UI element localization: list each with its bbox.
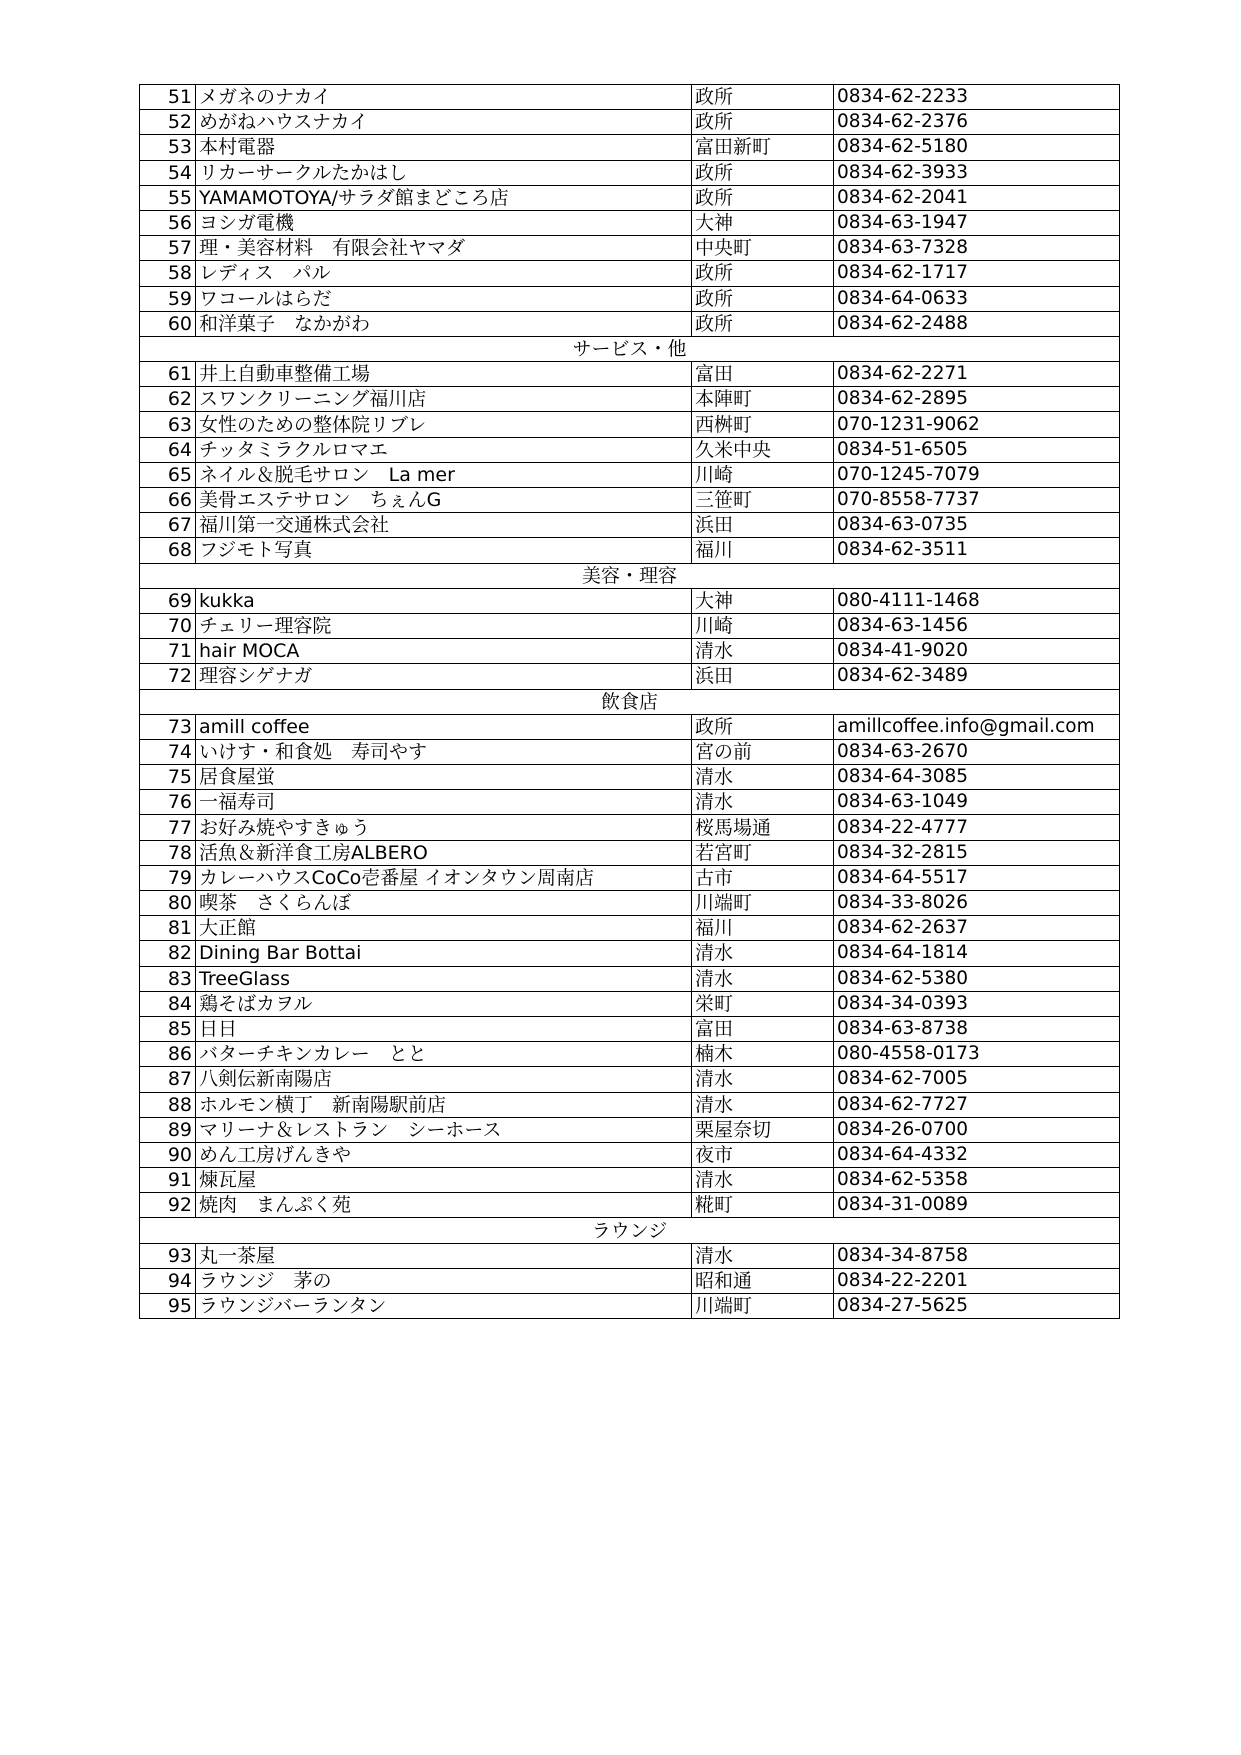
store-name: フジモト写真 <box>196 538 692 563</box>
store-area: 清水 <box>692 1067 834 1092</box>
store-name: チェリー理容院 <box>196 613 692 638</box>
row-number: 81 <box>140 916 196 941</box>
row-number: 73 <box>140 714 196 739</box>
store-contact: 0834-62-2041 <box>834 185 1120 210</box>
store-area: 福川 <box>692 538 834 563</box>
section-title: ラウンジ <box>140 1218 1120 1243</box>
store-name: チッタミラクルロマエ <box>196 437 692 462</box>
store-contact: 0834-62-1717 <box>834 261 1120 286</box>
store-contact: 0834-64-1814 <box>834 941 1120 966</box>
row-number: 91 <box>140 1168 196 1193</box>
store-contact: 0834-63-8738 <box>834 1016 1120 1041</box>
store-area: 富田 <box>692 1016 834 1041</box>
store-name: ラウンジバーランタン <box>196 1294 692 1319</box>
store-contact: 0834-62-5380 <box>834 966 1120 991</box>
store-contact: 0834-62-7727 <box>834 1092 1120 1117</box>
row-number: 95 <box>140 1294 196 1319</box>
section-header-row <box>140 336 1120 361</box>
store-contact: 0834-64-5517 <box>834 865 1120 890</box>
store-area: 清水 <box>692 1092 834 1117</box>
store-contact: 0834-62-3933 <box>834 160 1120 185</box>
store-area: 久米中央 <box>692 437 834 462</box>
row-number: 83 <box>140 966 196 991</box>
table-row <box>140 765 1120 790</box>
store-name: 美骨エステサロン ちぇんG <box>196 488 692 513</box>
table-row <box>140 714 1120 739</box>
store-contact: 0834-62-2376 <box>834 110 1120 135</box>
store-area: 政所 <box>692 85 834 110</box>
store-name: めん工房げんきや <box>196 1142 692 1167</box>
store-area: 栗屋奈切 <box>692 1117 834 1142</box>
row-number: 72 <box>140 664 196 689</box>
row-number: 69 <box>140 588 196 613</box>
store-name: 活魚＆新洋食工房ALBERO <box>196 840 692 865</box>
store-area: 川端町 <box>692 891 834 916</box>
row-number: 71 <box>140 639 196 664</box>
store-name: TreeGlass <box>196 966 692 991</box>
store-contact: 0834-62-2271 <box>834 362 1120 387</box>
store-area: 古市 <box>692 865 834 890</box>
store-area: 政所 <box>692 160 834 185</box>
store-contact: 0834-63-1049 <box>834 790 1120 815</box>
store-name: ヨシガ電機 <box>196 210 692 235</box>
store-contact: 070-8558-7737 <box>834 488 1120 513</box>
row-number: 84 <box>140 991 196 1016</box>
table-row <box>140 613 1120 638</box>
store-area: 楠木 <box>692 1042 834 1067</box>
table-row <box>140 210 1120 235</box>
section-header-row <box>140 563 1120 588</box>
store-area: 政所 <box>692 311 834 336</box>
store-name: お好み焼やすきゅう <box>196 815 692 840</box>
row-number: 60 <box>140 311 196 336</box>
row-number: 88 <box>140 1092 196 1117</box>
store-list-body <box>140 85 1120 1319</box>
row-number: 86 <box>140 1042 196 1067</box>
store-name: ネイル＆脱毛サロン La mer <box>196 462 692 487</box>
row-number: 87 <box>140 1067 196 1092</box>
store-area: 夜市 <box>692 1142 834 1167</box>
store-contact: 0834-27-5625 <box>834 1294 1120 1319</box>
table-row <box>140 840 1120 865</box>
table-row <box>140 488 1120 513</box>
row-number: 56 <box>140 210 196 235</box>
store-area: 西桝町 <box>692 412 834 437</box>
table-row <box>140 966 1120 991</box>
store-area: 清水 <box>692 941 834 966</box>
store-name: YAMAMOTOYA/サラダ館まどころ店 <box>196 185 692 210</box>
table-row <box>140 462 1120 487</box>
section-header-row <box>140 1218 1120 1243</box>
store-contact: 0834-63-7328 <box>834 236 1120 261</box>
row-number: 62 <box>140 387 196 412</box>
store-name: 喫茶 さくらんぼ <box>196 891 692 916</box>
row-number: 89 <box>140 1117 196 1142</box>
store-area: 大神 <box>692 588 834 613</box>
store-name: 理容シゲナガ <box>196 664 692 689</box>
store-area: 清水 <box>692 1168 834 1193</box>
store-area: 宮の前 <box>692 739 834 764</box>
store-name: 一福寿司 <box>196 790 692 815</box>
store-name: マリーナ＆レストラン シーホース <box>196 1117 692 1142</box>
table-row <box>140 664 1120 689</box>
table-row <box>140 538 1120 563</box>
store-contact: 0834-62-2637 <box>834 916 1120 941</box>
row-number: 63 <box>140 412 196 437</box>
table-row <box>140 1092 1120 1117</box>
store-contact: 080-4558-0173 <box>834 1042 1120 1067</box>
table-row <box>140 1294 1120 1319</box>
store-contact: 0834-62-2895 <box>834 387 1120 412</box>
row-number: 90 <box>140 1142 196 1167</box>
table-row <box>140 991 1120 1016</box>
store-contact: 0834-34-8758 <box>834 1243 1120 1268</box>
table-row <box>140 1193 1120 1218</box>
table-row <box>140 588 1120 613</box>
store-contact: 0834-63-2670 <box>834 739 1120 764</box>
store-area: 清水 <box>692 790 834 815</box>
store-name: 福川第一交通株式会社 <box>196 513 692 538</box>
store-name: 日日 <box>196 1016 692 1041</box>
store-contact: 0834-51-6505 <box>834 437 1120 462</box>
store-name: hair MOCA <box>196 639 692 664</box>
store-contact: 0834-63-1456 <box>834 613 1120 638</box>
row-number: 54 <box>140 160 196 185</box>
store-contact: 0834-31-0089 <box>834 1193 1120 1218</box>
store-name: カレーハウスCoCo壱番屋 イオンタウン周南店 <box>196 865 692 890</box>
store-list-table <box>139 84 1120 1319</box>
row-number: 58 <box>140 261 196 286</box>
row-number: 76 <box>140 790 196 815</box>
store-name: いけす・和食処 寿司やす <box>196 739 692 764</box>
store-area: 福川 <box>692 916 834 941</box>
row-number: 68 <box>140 538 196 563</box>
store-area: 政所 <box>692 286 834 311</box>
table-row <box>140 387 1120 412</box>
store-contact: 070-1245-7079 <box>834 462 1120 487</box>
store-name: ワコールはらだ <box>196 286 692 311</box>
store-name: めがねハウスナカイ <box>196 110 692 135</box>
table-row <box>140 790 1120 815</box>
store-contact: 0834-62-7005 <box>834 1067 1120 1092</box>
table-row <box>140 1067 1120 1092</box>
row-number: 77 <box>140 815 196 840</box>
store-contact: 0834-22-4777 <box>834 815 1120 840</box>
store-area: 栄町 <box>692 991 834 1016</box>
store-name: ラウンジ 茅の <box>196 1268 692 1293</box>
store-contact: 0834-64-4332 <box>834 1142 1120 1167</box>
store-name: 理・美容材料 有限会社ヤマダ <box>196 236 692 261</box>
table-row <box>140 513 1120 538</box>
store-area: 桜馬場通 <box>692 815 834 840</box>
table-row <box>140 286 1120 311</box>
store-contact: 0834-64-0633 <box>834 286 1120 311</box>
store-area: 富田新町 <box>692 135 834 160</box>
store-name: 井上自動車整備工場 <box>196 362 692 387</box>
section-title: サービス・他 <box>140 336 1120 361</box>
table-row <box>140 1117 1120 1142</box>
table-row <box>140 85 1120 110</box>
store-area: 川端町 <box>692 1294 834 1319</box>
row-number: 51 <box>140 85 196 110</box>
table-row <box>140 1168 1120 1193</box>
table-row <box>140 1042 1120 1067</box>
store-name: 居食屋蛍 <box>196 765 692 790</box>
store-area: 糀町 <box>692 1193 834 1218</box>
store-area: 清水 <box>692 765 834 790</box>
table-row <box>140 135 1120 160</box>
store-contact: 0834-62-5358 <box>834 1168 1120 1193</box>
row-number: 93 <box>140 1243 196 1268</box>
store-name: 本村電器 <box>196 135 692 160</box>
store-contact: 0834-63-0735 <box>834 513 1120 538</box>
table-row <box>140 941 1120 966</box>
table-row <box>140 1016 1120 1041</box>
store-contact: 070-1231-9062 <box>834 412 1120 437</box>
store-name: Dining Bar Bottai <box>196 941 692 966</box>
row-number: 57 <box>140 236 196 261</box>
store-area: 大神 <box>692 210 834 235</box>
store-contact: 0834-34-0393 <box>834 991 1120 1016</box>
store-contact: 0834-62-3511 <box>834 538 1120 563</box>
row-number: 66 <box>140 488 196 513</box>
row-number: 70 <box>140 613 196 638</box>
table-row <box>140 437 1120 462</box>
store-name: 八剣伝新南陽店 <box>196 1067 692 1092</box>
row-number: 85 <box>140 1016 196 1041</box>
table-row <box>140 1243 1120 1268</box>
row-number: 78 <box>140 840 196 865</box>
store-area: 浜田 <box>692 513 834 538</box>
store-contact: 0834-63-1947 <box>834 210 1120 235</box>
store-contact: amillcoffee.info@gmail.com <box>834 714 1120 739</box>
row-number: 75 <box>140 765 196 790</box>
row-number: 82 <box>140 941 196 966</box>
section-title: 美容・理容 <box>140 563 1120 588</box>
table-row <box>140 639 1120 664</box>
table-row <box>140 412 1120 437</box>
row-number: 55 <box>140 185 196 210</box>
row-number: 53 <box>140 135 196 160</box>
table-row <box>140 891 1120 916</box>
table-row <box>140 916 1120 941</box>
store-area: 清水 <box>692 966 834 991</box>
table-row <box>140 311 1120 336</box>
store-contact: 0834-33-8026 <box>834 891 1120 916</box>
row-number: 67 <box>140 513 196 538</box>
table-row <box>140 1268 1120 1293</box>
store-contact: 0834-62-2488 <box>834 311 1120 336</box>
store-name: amill coffee <box>196 714 692 739</box>
store-name: 焼肉 まんぷく苑 <box>196 1193 692 1218</box>
table-row <box>140 160 1120 185</box>
store-area: 政所 <box>692 110 834 135</box>
row-number: 74 <box>140 739 196 764</box>
store-name: 女性のための整体院リブレ <box>196 412 692 437</box>
store-name: バターチキンカレー とと <box>196 1042 692 1067</box>
row-number: 59 <box>140 286 196 311</box>
table-row <box>140 362 1120 387</box>
table-row <box>140 815 1120 840</box>
table-row <box>140 1142 1120 1167</box>
store-area: 川崎 <box>692 613 834 638</box>
row-number: 80 <box>140 891 196 916</box>
store-contact: 0834-62-5180 <box>834 135 1120 160</box>
store-area: 本陣町 <box>692 387 834 412</box>
store-name: 鶏そばカヲル <box>196 991 692 1016</box>
store-contact: 0834-32-2815 <box>834 840 1120 865</box>
store-name: リカーサークルたかはし <box>196 160 692 185</box>
store-name: 煉瓦屋 <box>196 1168 692 1193</box>
store-area: 昭和通 <box>692 1268 834 1293</box>
store-contact: 0834-41-9020 <box>834 639 1120 664</box>
section-header-row <box>140 689 1120 714</box>
store-area: 清水 <box>692 639 834 664</box>
store-contact: 0834-64-3085 <box>834 765 1120 790</box>
table-row <box>140 236 1120 261</box>
store-name: 丸一茶屋 <box>196 1243 692 1268</box>
store-area: 三笹町 <box>692 488 834 513</box>
store-area: 浜田 <box>692 664 834 689</box>
row-number: 52 <box>140 110 196 135</box>
store-area: 政所 <box>692 185 834 210</box>
store-contact: 0834-62-3489 <box>834 664 1120 689</box>
row-number: 92 <box>140 1193 196 1218</box>
row-number: 61 <box>140 362 196 387</box>
store-contact: 0834-26-0700 <box>834 1117 1120 1142</box>
store-name: 大正館 <box>196 916 692 941</box>
table-row <box>140 865 1120 890</box>
table-row <box>140 261 1120 286</box>
store-area: 政所 <box>692 261 834 286</box>
store-area: 清水 <box>692 1243 834 1268</box>
store-area: 政所 <box>692 714 834 739</box>
store-contact: 080-4111-1468 <box>834 588 1120 613</box>
store-area: 若宮町 <box>692 840 834 865</box>
table-row <box>140 185 1120 210</box>
store-name: メガネのナカイ <box>196 85 692 110</box>
store-area: 中央町 <box>692 236 834 261</box>
row-number: 79 <box>140 865 196 890</box>
store-name: kukka <box>196 588 692 613</box>
row-number: 64 <box>140 437 196 462</box>
store-area: 富田 <box>692 362 834 387</box>
store-name: スワンクリーニング福川店 <box>196 387 692 412</box>
row-number: 94 <box>140 1268 196 1293</box>
section-title: 飲食店 <box>140 689 1120 714</box>
store-name: ホルモン横丁 新南陽駅前店 <box>196 1092 692 1117</box>
store-contact: 0834-62-2233 <box>834 85 1120 110</box>
store-name: レディス パル <box>196 261 692 286</box>
store-contact: 0834-22-2201 <box>834 1268 1120 1293</box>
table-row <box>140 739 1120 764</box>
store-name: 和洋菓子 なかがわ <box>196 311 692 336</box>
store-area: 川崎 <box>692 462 834 487</box>
table-row <box>140 110 1120 135</box>
row-number: 65 <box>140 462 196 487</box>
